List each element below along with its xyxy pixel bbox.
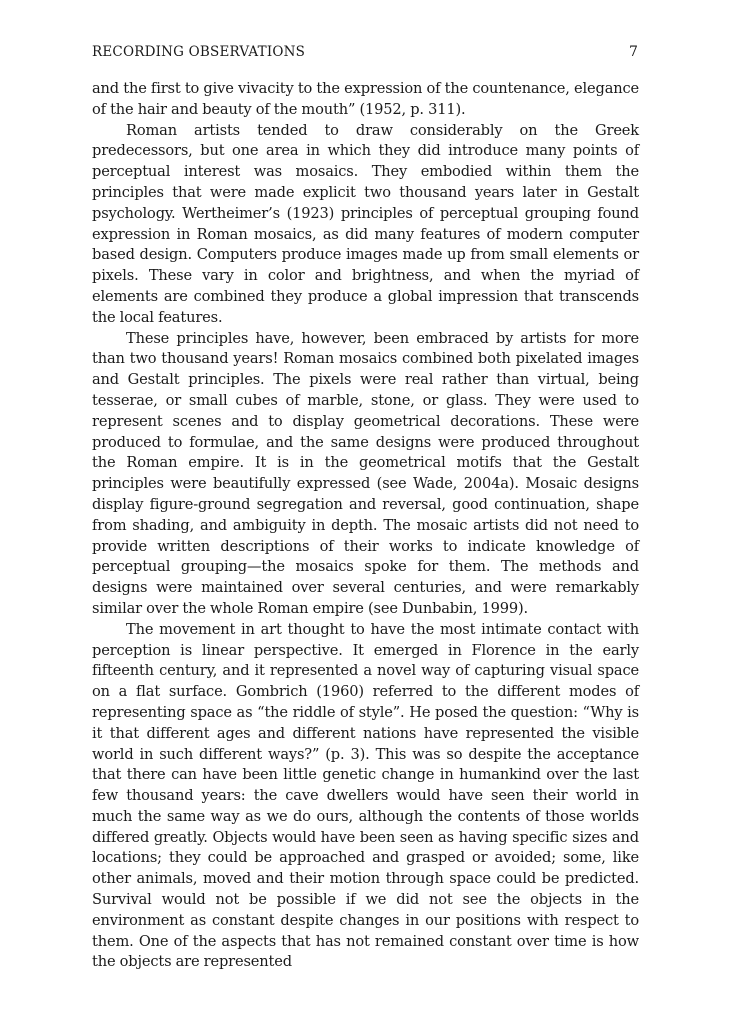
paragraph-continued: and the first to give vivacity to the expression of the countenance, elegance of the hair and beauty of the mouth” (1952, p. 311).: [92, 80, 639, 118]
body-text: [92, 79, 639, 973]
paragraph-gestalt-principles: These principles have, however, been embraced by artists for more than two thousand years! Roman mosaics combined both pixelated images and Gestalt principles. The pixels were real rather than virtual, being tesserae, or small cubes of marble, stone, or glass. They were used to represent scenes and to display geometrical decorations. These were produced to formulae, and the same designs were produced throughout the Roman empire. It is in the geometrical motifs that the Gestalt principles were beautifully expressed (see Wade, 2004a). Mosaic designs display figure-ground segregation and reversal, good continuation, shape from shading, and ambiguity in depth. The mosaic artists did not need to provide written descriptions of their works to indicate knowledge of perceptual grouping—the mosaics spoke for them. The methods and designs were maintained over several centuries, and were remarkably similar over the whole Roman empire (see Dunbabin, 1999).: [92, 329, 639, 617]
book-page: [92, 44, 639, 973]
running-title: RECORDING OBSERVATIONS: [92, 44, 306, 60]
paragraph-linear-perspective: The movement in art thought to have the most intimate contact with perception is linear perspective. It emerged in Florence in the early fifteenth century, and it represented a novel way of capturing visual space on a flat surface. Gombrich (1960) referred to the different modes of representing space as “the riddle of style”. He posed the question: “Why is it that different ages and different nations have represented the visible world in such different ways?” (p. 3). This was so despite the acceptance that there can have been little genetic change in humankind over the last few thousand years: the cave dwellers would have seen their world in much the same way as we do ours, although the contents of those worlds differed greatly. Objects would have been seen as having specific sizes and locations; they could be approached and grasped or avoided; some, like other animals, moved and their motion through space could be predicted. Survival would not be possible if we did not see the objects in the environment as constant despite changes in our positions with respect to them. One of the aspects that has not remained constant over time is how the objects are represented: [92, 620, 639, 971]
running-header: [92, 44, 639, 64]
paragraph-roman-mosaics: Roman artists tended to draw considerably on the Greek predecessors, but one area in which they did introduce many points of perceptual interest was mosaics. They embodied within them the principles that were made explicit two thousand years later in Gestalt psychology. Wertheimer’s (1923) principles of perceptual grouping found expression in Roman mosaics, as did many features of modern computer based design. Computers produce images made up from small elements or pixels. These vary in color and brightness, and when the myriad of elements are combined they produce a global impression that transcends the local features.: [92, 121, 639, 326]
page-number: 7: [628, 44, 638, 60]
